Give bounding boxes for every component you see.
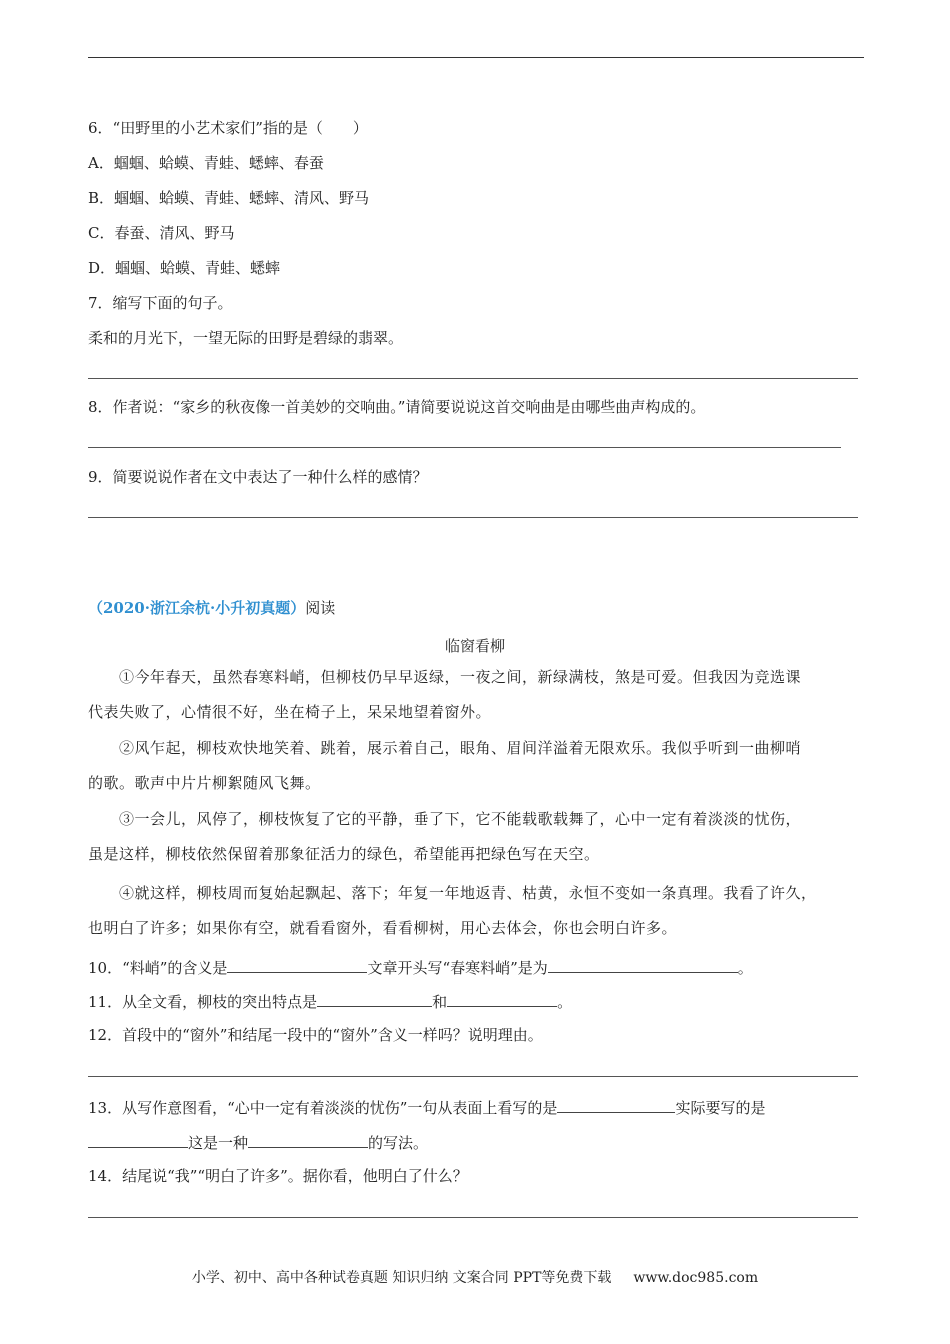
q11-blank-1[interactable] — [317, 990, 432, 1007]
passage-title: 临窗看柳 — [444, 637, 505, 655]
q6-option-d: D．蝈蝈、蛤蟆、青蛙、蟋蟀 — [88, 259, 281, 277]
q9-answer-line[interactable] — [88, 517, 858, 518]
question-13-line-1: 13．从写作意图看，“心中一定有着淡淡的忧伤”一句从表面上看写的是 实际要写的是 — [88, 1096, 765, 1118]
passage-paragraph-3: ③一会儿，风停了，柳枝恢复了它的平静，垂了下，它不能载歌载舞了，心中一定有着淡淡的忧伤， 虽是这样，柳枝依然保留着那象征活力的绿色，希望能再把绿色写在天空。 — [88, 810, 802, 863]
reading-instruction: 阅读 — [305, 599, 336, 617]
q7-answer-line[interactable] — [88, 378, 858, 379]
question-11: 11．从全文看，柳枝的突出特点是 和 。 — [88, 990, 572, 1012]
question-6-stem: 6．“田野里的小艺术家们”指的是（ ） — [88, 119, 368, 137]
question-13-line-2: 这是一种 的写法。 — [88, 1131, 428, 1153]
q8-answer-line[interactable] — [88, 447, 841, 448]
question-12-stem: 12．首段中的“窗外”和结尾一段中的“窗外”含义一样吗？说明理由。 — [88, 1026, 543, 1044]
question-8-stem: 8．作者说：“家乡的秋夜像一首美妙的交响曲。”请简要说说这首交响曲是由哪些曲声构成的。 — [88, 398, 706, 416]
q13-blank-1[interactable] — [557, 1096, 675, 1113]
q10-blank-2[interactable] — [548, 956, 738, 973]
reading-heading — [88, 598, 335, 618]
footer-url[interactable]: www.doc985.com — [633, 1270, 759, 1286]
question-7-stem: 7．缩写下面的句子。 — [88, 294, 233, 312]
question-10: 10．“料峭”的含义是 文章开头写“春寒料峭”是为 。 — [88, 956, 753, 978]
q11-blank-2[interactable] — [447, 990, 557, 1007]
reading-source: （2020·浙江余杭·小升初真题） — [88, 599, 306, 617]
q14-answer-line[interactable] — [88, 1217, 858, 1218]
q13-blank-3[interactable] — [248, 1131, 368, 1148]
q10-blank-1[interactable] — [227, 956, 367, 973]
q6-option-b: B．蝈蝈、蛤蟆、青蛙、蟋蟀、清风、野马 — [88, 189, 370, 207]
question-14-stem: 14．结尾说“我”“明白了许多”。据你看，他明白了什么？ — [88, 1167, 468, 1185]
page-footer — [0, 1268, 950, 1288]
passage-paragraph-4: ④就这样，柳枝周而复始起飘起、落下；年复一年地返青、枯黄，永恒不变如一条真理。我看了许久， 也明白了许多；如果你有空，就看看窗外，看看柳树，用心去体会，你也会明白许多。 — [88, 884, 817, 937]
question-9-stem: 9．简要说说作者在文中表达了一种什么样的感情？ — [88, 468, 428, 486]
q6-option-c: C．春蚕、清风、野马 — [88, 224, 235, 242]
q13-blank-2[interactable] — [88, 1131, 188, 1148]
question-7-sentence: 柔和的月光下，一望无际的田野是碧绿的翡翠。 — [88, 329, 404, 347]
q6-option-a: A．蝈蝈、蛤蟆、青蛙、蟋蟀、春蚕 — [88, 154, 324, 172]
passage-paragraph-2: ②风乍起，柳枝欢快地笑着、跳着，展示着自己，眼角、眉间洋溢着无限欢乐。我似乎听到一曲柳哨 的歌。歌声中片片柳絮随风飞舞。 — [88, 739, 802, 792]
q12-answer-line[interactable] — [88, 1076, 858, 1077]
header-rule — [88, 57, 864, 58]
footer-text: 小学、初中、高中各种试卷真题 知识归纳 文案合同 PPT等免费下载 — [191, 1270, 612, 1286]
passage-paragraph-1: ①今年春天，虽然春寒料峭，但柳枝仍早早返绿，一夜之间，新绿满枝，煞是可爱。但我因为竞选课 代表失败了，心情很不好，坐在椅子上，呆呆地望着窗外。 — [88, 668, 802, 721]
